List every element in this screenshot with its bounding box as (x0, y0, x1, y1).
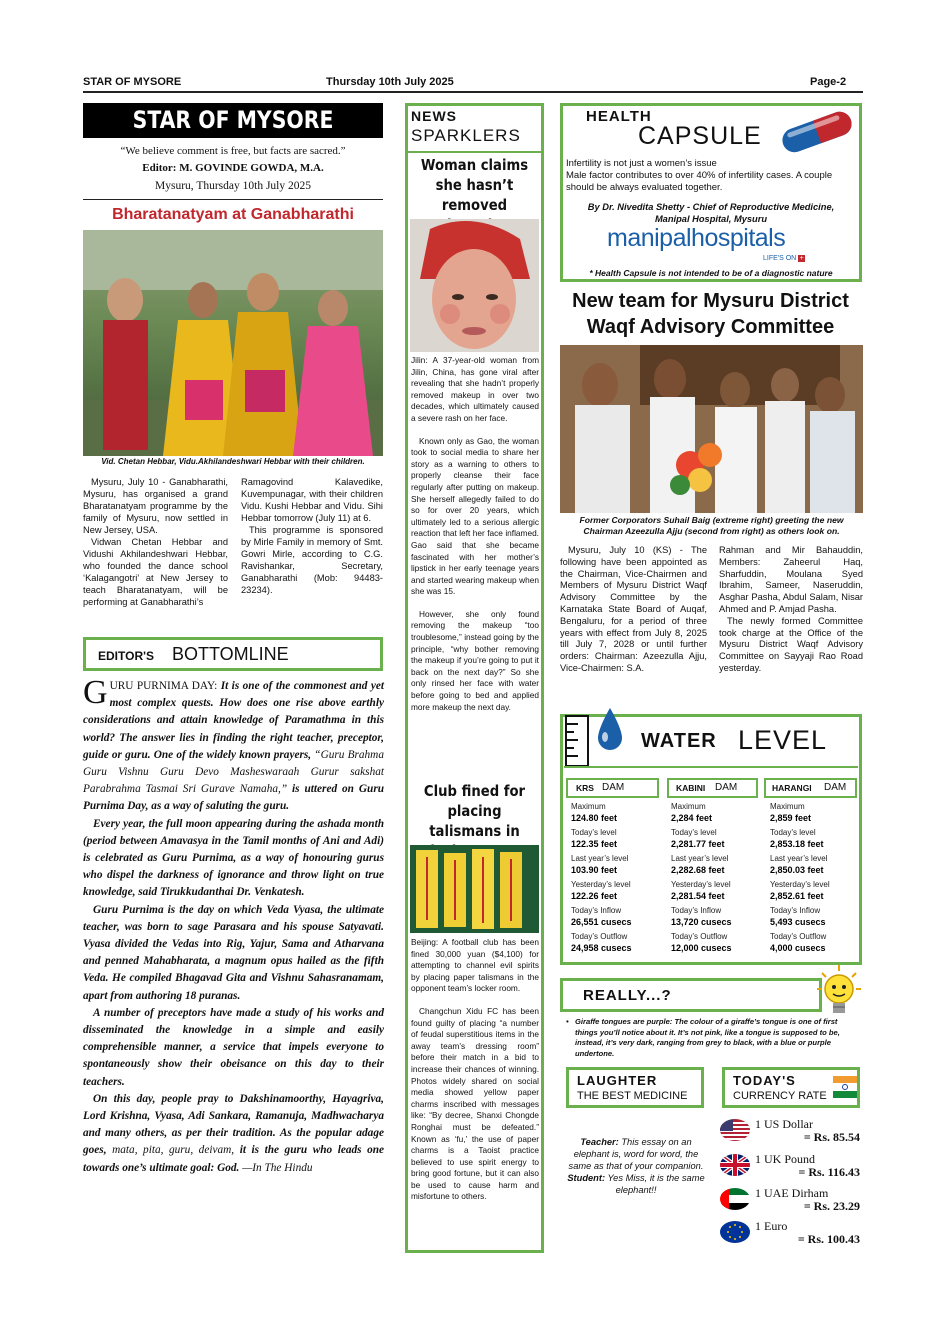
dam-stat-value: 2,859 feet (770, 813, 812, 823)
manipal-tagline (763, 255, 805, 262)
bharata-para: Mysuru, July 10 - Ganabharathi, Mysuru, has organised a grand Bharatanatyam programme by the family of Mysuru, now settled in New Jersey, USA. (83, 477, 228, 535)
masthead-bar (83, 103, 383, 138)
header-page: Page-2 (810, 76, 847, 88)
makeup-photo (410, 219, 539, 352)
currency-row-aed (720, 1186, 860, 1214)
currency-value: = Rs. 85.54 (803, 1130, 860, 1144)
bharata-para: This programme is sponsored by Mirle Family in memory of Smt. Gowri Mirle, according to C.G. Ravishankar, Secretary, Ganabharathi (Mob: 94483-23234). (241, 525, 383, 595)
dam-stat-label: Yesterday’s level (671, 880, 731, 889)
dance-caption: Vid. Chetan Hebbar, Vidu.Akhilandeshwari Hebbar with their children. (101, 457, 365, 466)
us-flag-icon (720, 1119, 750, 1141)
dam-stat-value: 122.26 feet (571, 891, 618, 901)
dam-stat-value: 2,284 feet (671, 813, 713, 823)
news-headline-1: Woman claims she hasn’t removed (420, 156, 529, 214)
dam-stat-label: Today’s Outflow (770, 932, 827, 941)
bharata-para: Ramagovind Kalavedike, Kuvempunagar, with their children Vidu. Kushi Hebbar and Vidu. Sihi Hebbar tomorrow (July 11) at 6. (241, 477, 383, 523)
editorial-text: It is one of the commonest and yet most complex quests. How does one rise above earthly considerations and attain knowledge of Paramathma in this world? The answer lies in finding the right teacher, preceptor, guide or guru. One of the widely known prayers, (83, 680, 385, 761)
bharata-col1 (83, 476, 228, 608)
dam-stat-value: 122.35 feet (571, 839, 618, 849)
editorial-label: BOTTOMLINE (172, 644, 289, 664)
health-disclaimer: * Health Capsule is not intended to be of a diagnostic nature (589, 268, 833, 278)
news-para: Changchun Xidu FC has been found guilty of placing “a number of feudal superstitious items in the away team’s dressing room” before their match in a bid to increase their chances of winning. Photos widely shared on social media showed yellow paper charms inscribed with messages like: “By decree, Shanxi Chongde Ronghai must be defeated.” Known as ‘fu,’ the use of paper charms is a Taoist practice believed to use spirit energy to bring good fortune, but it can also be used to cause harm and misfortune to others. (411, 1005, 539, 1202)
health-label-1: HEALTH (586, 108, 652, 125)
eu-flag-icon (720, 1221, 750, 1243)
dam-stat-label: Today’s Inflow (770, 906, 821, 915)
bharata-col2 (241, 476, 383, 596)
laughter-joke (566, 1136, 706, 1196)
dam-stat-label: Last year’s level (770, 854, 828, 863)
dam-name: KRS (576, 783, 594, 793)
laughter-label-1: LAUGHTER (577, 1073, 658, 1088)
editorial-text: is uttered on Guru Purnima Day, as a way of saluting the guru. (83, 783, 384, 813)
masthead-dateline: Mysuru, Thursday 10th July 2025 (155, 180, 311, 192)
dam-stat-label: Maximum (571, 802, 606, 811)
editorial-label-box (83, 637, 383, 671)
dam-stat-value: 12,000 cusecs (671, 943, 732, 953)
dam-stat-label: Today’s Outflow (571, 932, 628, 941)
teacher-text: This essay on an elephant is, word for word, the same as that of your companion. (568, 1137, 704, 1171)
editorial-lead: URU PURNIMA DAY: (109, 680, 218, 692)
bharata-para: Vidwan Chetan Hebbar and Vidushi Akhilandeshwari Hebbar, who founded the dance school ‘Kalagangotri’ at New Jersey to teach Bharatanatyam, will be performing at Ganabharathi’s (83, 537, 228, 607)
dam-stats-krs (571, 802, 661, 954)
currency-label-2: CURRENCY RATE (733, 1090, 827, 1102)
dam-tab-harangi (764, 778, 857, 798)
currency-row-gbp (720, 1152, 860, 1180)
currency-value: = Rs. 100.43 (797, 1232, 860, 1246)
editorial-text: it is the guru who leads one towards one’s ultimate goal: God. (83, 1144, 385, 1174)
editorial-quote: mata, pita, guru, deivam, (112, 1144, 235, 1157)
currency-value: = Rs. 23.29 (803, 1199, 860, 1213)
waqf-para: Mysuru, July 10 (KS) - The following have been appointed as the Chairman, Vice-Chairmen and Members of Mysuru District Waqf Advisory Committee by the Karnataka State Board of Auqaf, Bengaluru, for a period of three years with effect from July 8, 2025 till July 7, 2028 or until further orders: Chairman: Azeezulla Ajju, Vice-Chairmen: S.A. (560, 545, 707, 673)
editorial-label-bold: EDITOR'S (98, 649, 154, 663)
editorial-para: Every year, the full moon appearing during the ashada month (period between Amavasya in the Tamil months of Ani and Adi) is celebrated as Guru Purnima, as a way of honouring gurus who dispel the darkness of ignorance and throw light on true knowledge, said Tirukkudanthai Dr. Venkatesh. (83, 817, 384, 899)
dam-stat-label: Today’s Inflow (671, 906, 722, 915)
currency-box (722, 1067, 860, 1108)
news-headline-2: Club fined for placing talismans in (423, 782, 526, 840)
really-label: REALLY...? (583, 987, 672, 1004)
dam-tab-krs (566, 778, 659, 798)
news-label-1: NEWS (411, 108, 457, 124)
waqf-para: The newly formed Committee took charge at the Office of the Mysuru District Waqf Advisory Committee on Sayyaji Rao Road yesterday. (719, 615, 863, 673)
currency-row-usd (720, 1117, 860, 1145)
student-text: Yes Miss, it is the same elephant!! (607, 1173, 705, 1195)
lightbulb-icon (816, 963, 862, 1021)
news-para: Known only as Gao, the woman took to social media to share her story as a warning to others to properly cleanse their face regularly after putting on makeup. She herself allegedly failed to do so for over 20 years, which ultimately led to a serious allergic reaction that left her face inflamed. Gao said that she became fascinated with her mother’s lipstick in her early teenage years and started wearing makeup when she was 15. (411, 435, 539, 597)
byline-line: Manipal Hospital, Mysuru (654, 214, 768, 224)
student-label: Student: (567, 1173, 606, 1183)
dam-stats-kabini (671, 802, 761, 954)
health-byline (566, 201, 856, 225)
dam-stat-value: 2,281.54 feet (671, 891, 725, 901)
health-title: Infertility is not just a women’s issue (566, 158, 717, 169)
masthead-motto: “We believe comment is free, but facts are sacred.” (120, 145, 346, 157)
dam-stat-label: Maximum (770, 802, 805, 811)
byline-line: By Dr. Nivedita Shetty - Chief of Reproductive Medicine, (587, 202, 835, 212)
dam-stat-label: Today’s level (571, 828, 617, 837)
tagline-text: LIFE'S ON (763, 255, 797, 262)
bharata-headline: Bharatanatyam at Ganabharathi (112, 206, 354, 223)
header-left: STAR OF MYSORE (83, 76, 182, 88)
dam-stat-value: 4,000 cusecs (770, 943, 826, 953)
currency-value: = Rs. 116.43 (798, 1165, 860, 1179)
editorial-source: —In The Hindu (242, 1161, 313, 1174)
water-label: LEVEL (738, 725, 828, 755)
editorial-dropcap: G (83, 674, 108, 711)
waqf-photo (560, 345, 863, 513)
dam-stat-value: 26,551 cusecs (571, 917, 632, 927)
india-flag-icon (833, 1076, 857, 1098)
health-label-2: CAPSULE (638, 122, 762, 150)
currency-name: 1 UK Pound (755, 1152, 816, 1166)
dam-stat-value: 24,958 cusecs (571, 943, 632, 953)
dam-stat-label: Maximum (671, 802, 706, 811)
news-para: Beijing: A football club has been fined 30,000 yuan ($4,100) for attempting to channel evil spirits by placing paper talismans in the opponent team’s locker room. (411, 937, 539, 994)
uae-flag-icon (720, 1188, 750, 1210)
dam-stat-label: Today’s Inflow (571, 906, 622, 915)
dam-stat-label: Last year’s level (671, 854, 729, 863)
masthead-title: STAR OF MYSORE (132, 106, 334, 134)
dam-stat-label: Today’s level (671, 828, 717, 837)
bullet-icon: • (566, 1017, 569, 1026)
news-story-1 (411, 355, 539, 713)
pill-icon (776, 108, 858, 156)
currency-label-1: TODAY'S (733, 1073, 796, 1088)
dam-stat-value: 2,852.61 feet (770, 891, 824, 901)
waqf-caption: Former Corporators Suhail Baig (extreme right) greeting the new Chairman Azeezulla Ajju (second from right) as others look on. (579, 515, 844, 536)
health-body (566, 158, 856, 194)
dam-name: KABINI (676, 783, 706, 793)
currency-name: 1 UAE Dirham (755, 1186, 829, 1200)
dam-stat-label: Today’s level (770, 828, 816, 837)
teacher-label: Teacher: (580, 1137, 619, 1147)
editorial-quote: “Guru Brahma Guru Vishnu Guru Devo Masheswaraah Gurur sakshat Parabrahma Tasmai Sri Gurave Namaha,” (83, 748, 384, 796)
waqf-para: Rahman and Mir Bahauddin, Members: Zaheerul Haq, Sharfuddin, Moulana Syed Ibrahim, Sameer, Naseruddin, Asghar Pasha, Abdul Salam, Nisar Ahmed and P. Amjad Pasha. (719, 545, 863, 614)
manipal-logo: manipalhospitals (607, 224, 786, 252)
dam-stat-value: 2,853.18 feet (770, 839, 824, 849)
news-story-2 (411, 937, 539, 1203)
dam-stat-label: Today’s Outflow (671, 932, 728, 941)
news-para: Jilin: A 37-year-old woman from Jilin, China, has gone viral after revealing that she hadn’t properly removed makeup in over two decades, which ultimately caused a severe rash on her face. (411, 355, 539, 423)
editorial-para: Guru Purnima is the day on which Veda Vyasa, the ultimate teacher, was born to sage Parasara and his spouse Satyavati. Vyasa divided the Vedas into Rig, Yajur, Sama and Atharvana and penned Mahabharata, a magnum opus hailed as the fifth Veda. He compiled Bhagavad Gita and Vishnu Sahasranamam, apart from authoring 18 puranas. (83, 903, 384, 1002)
uk-flag-icon (720, 1154, 750, 1176)
dam-stat-label: Yesterday’s level (571, 880, 631, 889)
news-para: However, she only found removing the makeup “too troublesome,” instead going by the principle, “why bother removing the makeup if you’re going to put it back on the next day?” So she only rinsed her face with water before going to bed and applied more makeup the next day. (411, 608, 539, 712)
dam-stat-value: 2,282.68 feet (671, 865, 725, 875)
really-fact: Giraffe tongues are purple: The colour of a giraffe’s tongue is one of first things you’ll notice about it. It’s not pink, like a tongue is supposed to be, instead, it’s very dark, ranging from grey to black, with a blue or purple undertone. (575, 1017, 840, 1058)
dam-suffix: DAM (824, 782, 847, 793)
currency-row-eur (720, 1219, 860, 1247)
dam-suffix: DAM (715, 782, 738, 793)
plus-icon: + (799, 255, 804, 262)
dance-photo (83, 230, 383, 456)
laughter-label-2: THE BEST MEDICINE (577, 1090, 688, 1102)
dam-stat-value: 13,720 cusecs (671, 917, 732, 927)
health-text: Male factor contributes to over 40% of infertility cases. A couple should be always evaluated together. (566, 170, 833, 193)
dam-stat-value: 124.80 feet (571, 813, 618, 823)
currency-name: 1 Euro (755, 1219, 788, 1233)
dam-stat-value: 103.90 feet (571, 865, 618, 875)
talisman-photo (410, 845, 539, 933)
waqf-col1 (560, 545, 707, 675)
waqf-col2 (719, 545, 863, 675)
really-box (560, 978, 822, 1012)
dam-stat-label: Yesterday’s level (770, 880, 830, 889)
dam-stat-value: 5,493 cusecs (770, 917, 826, 927)
header-date: Thursday 10th July 2025 (326, 76, 454, 88)
dam-stat-value: 2,281.77 feet (671, 839, 725, 849)
editorial-para: A number of preceptors have made a study of his works and disseminated the knowledge in a simple and easily comprehensible manner, a service that impels everyone to spontaneously show their obeisance on this day to their teachers. (83, 1006, 384, 1088)
dam-stat-label: Last year’s level (571, 854, 629, 863)
dam-stat-value: 2,850.03 feet (770, 865, 824, 875)
laughter-box (566, 1067, 704, 1108)
editorial-body (83, 674, 385, 1177)
currency-name: 1 US Dollar (755, 1117, 813, 1131)
dam-tab-kabini (667, 778, 758, 798)
masthead-editor: Editor: M. GOVINDE GOWDA, M.A. (142, 162, 324, 174)
editorial-text: On this day, people pray to Dakshinamoorthy, Hayagriva, Lord Krishna, Vyasa, Adi Sankara, Ramanuja, Madhwacharya and many others, as per their tradition. As the popular adage goes, (83, 1092, 384, 1157)
really-text (566, 1017, 862, 1059)
dam-suffix: DAM (602, 782, 625, 793)
dam-name: HARANGI (772, 783, 812, 793)
water-label-bold: WATER (641, 730, 717, 752)
water-gauge-icon (564, 704, 634, 768)
dam-stats-harangi (770, 802, 860, 954)
waqf-headline: New team for Mysuru District Waqf Advisory Committee (572, 290, 849, 338)
news-label-2: SPARKLERS (411, 126, 521, 145)
